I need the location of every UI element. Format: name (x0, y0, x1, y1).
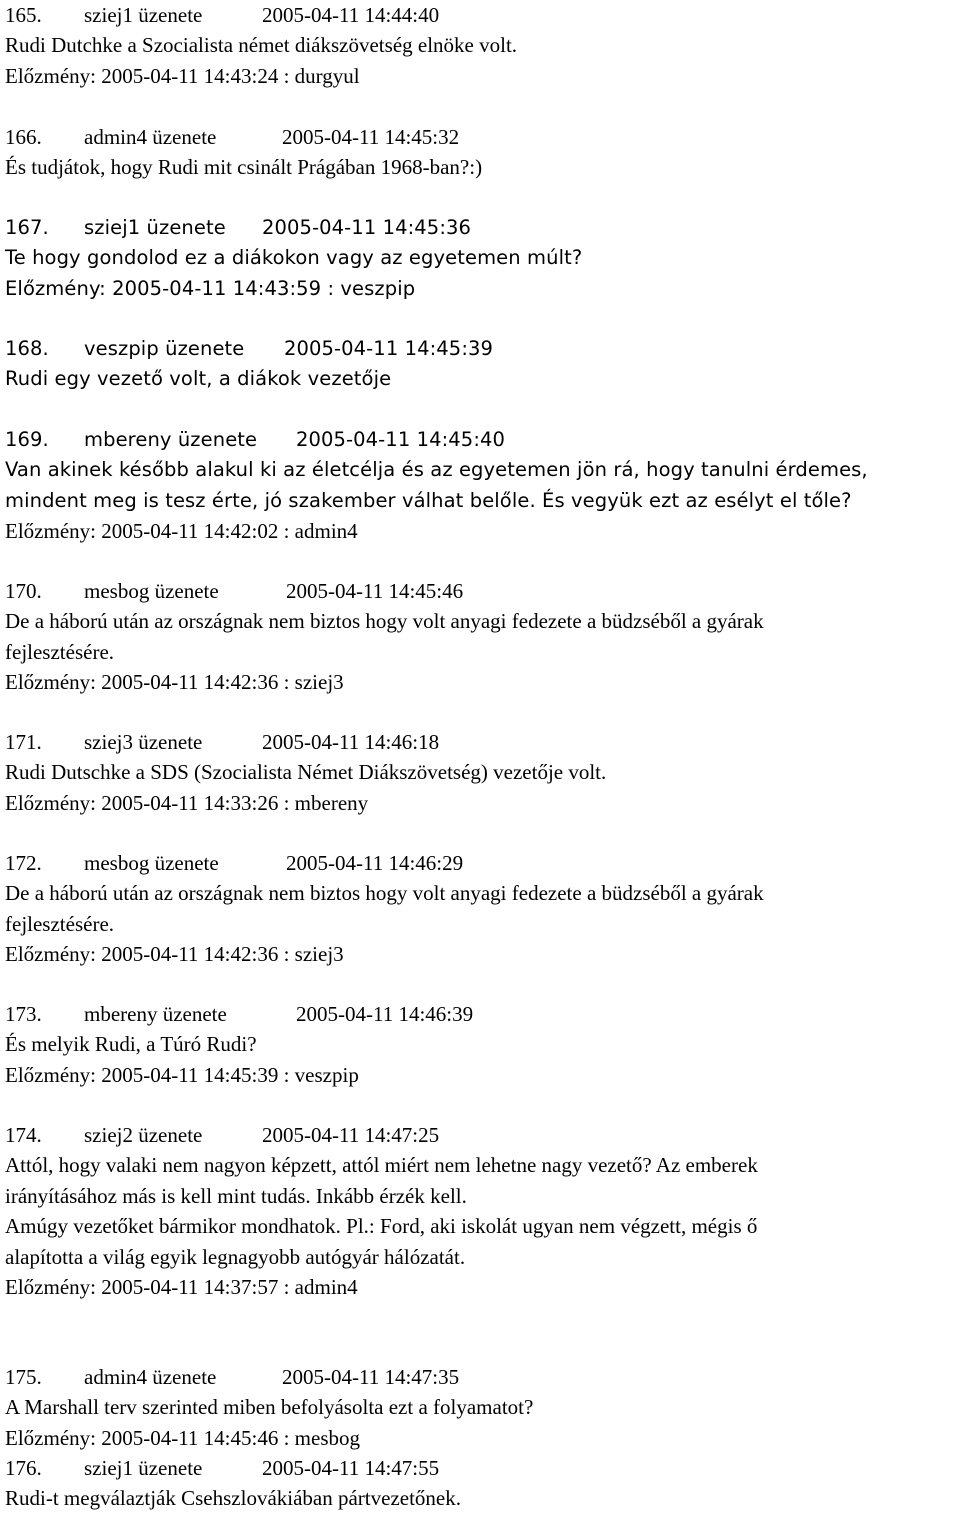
message-text-line: irányításához más is kell mint tudás. Inkább érzék kell. (5, 1183, 467, 1208)
message-timestamp: 2005-04-11 14:47:35 (282, 1365, 460, 1389)
message-text-line: Rudi Dutschke a SDS (Szocialista Német Diákszövetség) vezetője volt. (5, 760, 607, 785)
message-author: sziej1 üzenete (84, 216, 226, 239)
message-number: 175. (5, 1365, 42, 1389)
message-timestamp: 2005-04-11 14:46:18 (262, 730, 440, 754)
message-author: sziej2 üzenete (84, 1123, 203, 1147)
message-author: veszpip üzenete (84, 337, 245, 360)
message-timestamp: 2005-04-11 14:47:55 (262, 1456, 440, 1480)
message-author: mesbog üzenete (84, 851, 219, 875)
message-author: sziej3 üzenete (84, 730, 203, 754)
message-timestamp: 2005-04-11 14:45:46 (286, 579, 464, 603)
message-timestamp: 2005-04-11 14:47:25 (262, 1123, 440, 1147)
message-author: mbereny üzenete (84, 1002, 227, 1026)
message-author: mesbog üzenete (84, 579, 219, 603)
message-header (5, 213, 955, 243)
message-text-line: Te hogy gondolod ez a diákokon vagy az egyetemen múlt? (5, 246, 583, 270)
message-text-line: Amúgy vezetőket bármikor mondhatok. Pl.: Ford, aki iskolát ugyan nem végzett, mégis ő (5, 1214, 758, 1239)
reply-reference: Előzmény: 2005-04-11 14:42:02 : admin4 (5, 519, 358, 544)
message-text-line: mindent meg is tesz érte, jó szakember válhat belőle. És vegyük ezt az esélyt el tőle? (5, 488, 852, 512)
message-number: 170. (5, 579, 42, 603)
message-text-line: De a háború után az országnak nem biztos hogy volt anyagi fedezete a büdzséből a gyárak (5, 881, 764, 906)
message-header (5, 848, 955, 878)
message-timestamp: 2005-04-11 14:45:32 (282, 125, 460, 149)
message-text-line: Van akinek később alakul ki az életcélja és az egyetemen jön rá, hogy tanulni érdemes, (5, 458, 868, 482)
message-number: 173. (5, 1002, 42, 1026)
message-text-line: Attól, hogy valaki nem nagyon képzett, attól miért nem lehetne nagy vezető? Az emberek (5, 1153, 758, 1178)
message-text-line: fejlesztésére. (5, 639, 115, 664)
message-header (5, 425, 955, 455)
reply-reference: Előzmény: 2005-04-11 14:42:36 : sziej3 (5, 942, 344, 967)
message-number: 169. (5, 428, 49, 451)
message-text-line: Rudi egy vezető volt, a diákok vezetője (5, 367, 392, 391)
message-number: 165. (5, 3, 42, 27)
message-timestamp: 2005-04-11 14:44:40 (262, 3, 440, 27)
message-header (5, 1362, 955, 1392)
message-header (5, 576, 955, 606)
message-text-line: Rudi-t megválaztják Csehszlovákiában pártvezetőnek. (5, 1486, 462, 1511)
reply-reference: Előzmény: 2005-04-11 14:37:57 : admin4 (5, 1275, 358, 1299)
message-number: 167. (5, 216, 49, 239)
message-number: 168. (5, 337, 49, 360)
message-header (5, 0, 955, 30)
message-timestamp: 2005-04-11 14:46:29 (286, 851, 464, 875)
message-header (5, 999, 955, 1029)
message-header (5, 122, 955, 152)
message-timestamp: 2005-04-11 14:45:36 (262, 216, 472, 239)
reply-reference: Előzmény: 2005-04-11 14:45:46 : mesbog (5, 1425, 361, 1450)
reply-reference: Előzmény: 2005-04-11 14:42:36 : sziej3 (5, 670, 344, 695)
message-number: 176. (5, 1456, 42, 1480)
message-number: 174. (5, 1123, 42, 1147)
message-author: admin4 üzenete (84, 1365, 217, 1389)
message-author: sziej1 üzenete (84, 1456, 203, 1480)
message-text-line: Rudi Dutchke a Szocialista német diákszövetség elnöke volt. (5, 33, 518, 58)
message-text-line: De a háború után az országnak nem biztos hogy volt anyagi fedezete a büdzséből a gyárak (5, 609, 764, 634)
message-timestamp: 2005-04-11 14:45:39 (284, 337, 494, 360)
message-number: 171. (5, 730, 42, 754)
reply-reference: Előzmény: 2005-04-11 14:43:59 : veszpip (5, 276, 416, 300)
message-text-line: És melyik Rudi, a Túró Rudi? (5, 1032, 257, 1057)
message-author: mbereny üzenete (84, 428, 258, 451)
reply-reference: Előzmény: 2005-04-11 14:45:39 : veszpip (5, 1062, 359, 1087)
reply-reference: Előzmény: 2005-04-11 14:33:26 : mbereny (5, 790, 369, 815)
message-text-line: alapította a világ egyik legnagyobb autógyár hálózatát. (5, 1244, 466, 1269)
reply-reference: Előzmény: 2005-04-11 14:43:24 : durgyul (5, 63, 360, 88)
message-header (5, 334, 955, 364)
message-header (5, 727, 955, 757)
message-number: 172. (5, 851, 42, 875)
message-header (5, 1453, 955, 1483)
message-text-line: fejlesztésére. (5, 911, 115, 936)
message-number: 166. (5, 125, 42, 149)
message-text-line: És tudjátok, hogy Rudi mit csinált Prágában 1968-ban?:) (5, 155, 483, 180)
message-header (5, 1120, 955, 1150)
message-timestamp: 2005-04-11 14:45:40 (296, 428, 506, 451)
message-text-line: A Marshall terv szerinted miben befolyásolta ezt a folyamatot? (5, 1395, 534, 1420)
message-author: sziej1 üzenete (84, 3, 203, 27)
message-author: admin4 üzenete (84, 125, 217, 149)
message-timestamp: 2005-04-11 14:46:39 (296, 1002, 474, 1026)
